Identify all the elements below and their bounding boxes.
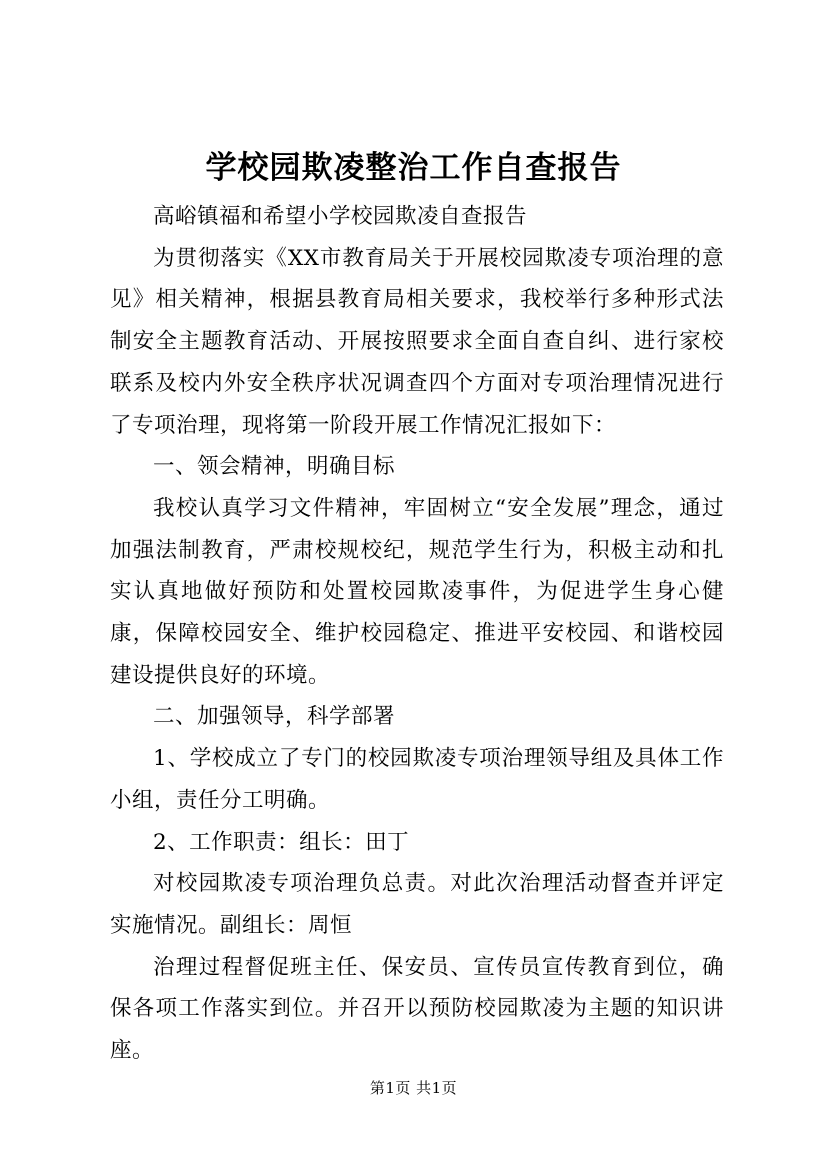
paragraph-item-1: 1、学校成立了专门的校园欺凌专项治理领导组及具体工作小组，责任分工明确。: [110, 746, 724, 813]
section-heading-2: 二、加强领导，科学部署: [153, 704, 396, 730]
document-title: 学校园欺凌整治工作自查报告: [205, 150, 622, 186]
document-body: [110, 196, 724, 1072]
paragraph-deputy-duties: 治理过程督促班主任、保安员、宣传员宣传教育到位，确保各项工作落实到位。并召开以预防校园欺凌为主题的知识讲座。: [110, 954, 724, 1064]
section-heading-1: 一、领会精神，明确目标: [153, 454, 396, 480]
paragraph-item-2: 2、工作职责：组长：田丁: [153, 829, 410, 855]
paragraph-leader-duties: 对校园欺凌专项治理负总责。对此次治理活动督查并评定实施情况。副组长：周恒: [110, 871, 724, 938]
paragraph-section-1: 我校认真学习文件精神，牢固树立“安全发展”理念，通过加强法制教育，严肃校规校纪，规范学生行为，积极主动和扎实认真地做好预防和处置校园欺凌事件，为促进学生身心健康，保障校园安全、维护校园稳定、推进平安校园、和谐校园建设提供良好的环境。: [110, 495, 724, 688]
paragraph-intro: 为贯彻落实《XX市教育局关于开展校园欺凌专项治理的意见》相关精神，根据县教育局相关要求，我校举行多种形式法制安全主题教育活动、开展按照要求全面自查自纠、进行家校联系及校内外安全秩序状况调查四个方面对专项治理情况进行了专项治理，现将第一阶段开展工作情况汇报如下：: [110, 245, 724, 438]
page-footer: 第1页 共1页: [369, 1079, 458, 1097]
paragraph-subtitle: 高峪镇福和希望小学校园欺凌自查报告: [153, 204, 528, 229]
